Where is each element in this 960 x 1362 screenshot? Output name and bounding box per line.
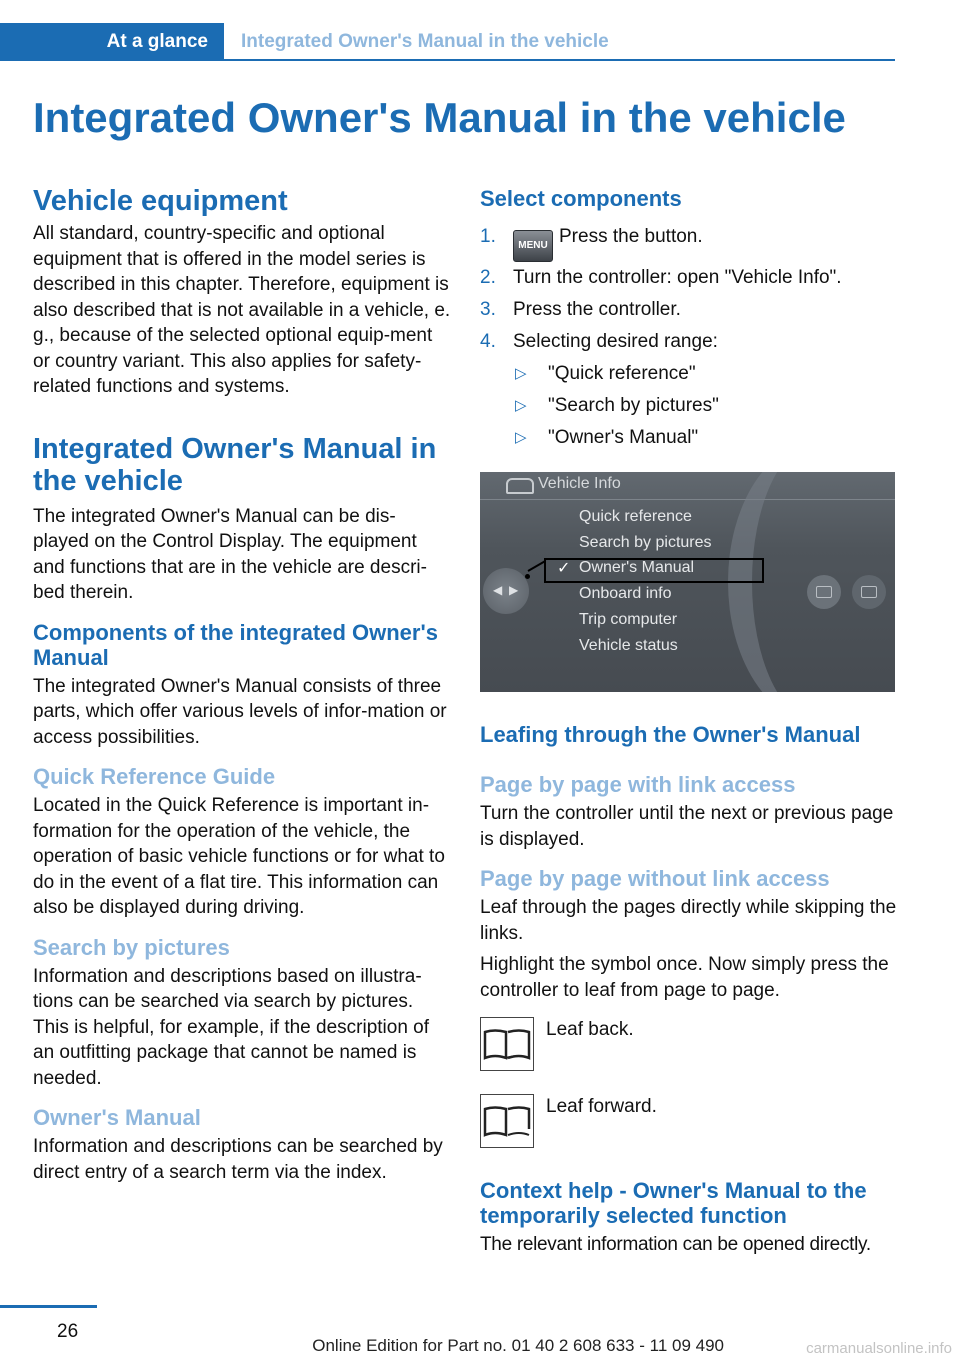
page-number: 26: [57, 1321, 79, 1342]
step-item: [480, 221, 898, 262]
vehicle-equipment-heading: Vehicle equipment: [33, 185, 288, 217]
step-number: 3.: [480, 299, 496, 320]
leaf-forward-icon: [480, 1094, 534, 1148]
triangle-bullet-icon: ▷: [515, 365, 527, 382]
leaf-back-icon: [480, 1017, 534, 1071]
screen-menu-item: Owner's Manual: [579, 559, 695, 576]
leader-dot: [525, 574, 530, 579]
edition-note: Online Edition for Part no. 01 40 2 608 633 - 11 09 490: [312, 1336, 724, 1355]
footer-rule: [0, 1305, 97, 1308]
controller-icon: ◀ ▶: [483, 568, 529, 614]
range-item: ▷ "Search by pictures": [515, 390, 898, 422]
owners-manual-heading: Owner's Manual: [33, 1105, 201, 1130]
screen-title: Vehicle Info: [538, 475, 621, 492]
quick-reference-heading: Quick Reference Guide: [33, 764, 276, 789]
car-icon: [506, 478, 534, 494]
selection-highlight: [544, 558, 764, 583]
leaf-forward-label: Leaf forward.: [546, 1096, 657, 1117]
search-pictures-heading: Search by pictures: [33, 934, 230, 960]
step-number: 1.: [480, 226, 496, 247]
range-item: ▷ "Owner's Manual": [515, 422, 898, 454]
step-text: Press the controller.: [513, 299, 681, 320]
step-item: [480, 326, 898, 358]
step-text: Turn the controller: open "Vehicle Info".: [513, 267, 842, 288]
step-text: Selecting desired range:: [513, 331, 718, 352]
leaf-back-row: [480, 1017, 898, 1077]
screen-menu-item: Trip computer: [579, 611, 678, 628]
range-item: ▷ "Quick reference": [515, 358, 898, 390]
right-column: [480, 180, 898, 1258]
display-button-icon: [852, 575, 886, 609]
screen-menu-item: Quick reference: [579, 508, 692, 525]
integrated-text: The integrated Owner's Manual can be dis-played on the Control Display. The equipment and functions that are in the vehicle are descri-bed therein.: [33, 505, 427, 603]
leaf-forward-row: [480, 1094, 898, 1154]
vehicle-equipment-text: All standard, country-specific and optional equipment that is offered in the model series is described in this chapter. Therefore, equipment is also described that is not available in a vehicle, e. g., because of the selected optional equip-ment or country variant. This also applies for safety-related functions and systems.: [33, 223, 451, 397]
info-button-icon: [807, 575, 841, 609]
screen-menu-item: Search by pictures: [579, 534, 712, 551]
context-help-text: The relevant information can be opened directly.: [480, 1234, 871, 1255]
select-components-heading: Select components: [480, 186, 682, 211]
search-pictures-text: Information and descriptions based on illustra-tions can be searched via search by pictures. This is helpful, for example, if the description of an outfitting package that cannot be named is needed.: [33, 965, 430, 1089]
step-number: 2.: [480, 267, 496, 288]
step-item: [480, 294, 898, 326]
watermark: carmanualsonline.info: [806, 1340, 952, 1357]
leafing-heading: Leafing through the Owner's Manual: [480, 722, 861, 747]
checkmark-icon: ✓: [557, 560, 571, 577]
control-display-screenshot: [480, 472, 895, 692]
with-link-heading: Page by page with link access: [480, 772, 796, 797]
components-heading: Components of the integrated Owner's Manual: [33, 619, 438, 670]
integrated-heading: Integrated Owner's Manual in the vehicle: [33, 432, 437, 497]
context-help-heading: Context help - Owner's Manual to the temporarily selected function: [480, 1178, 867, 1228]
with-link-text: Turn the controller until the next or previous page is displayed.: [480, 803, 894, 850]
triangle-bullet-icon: ▷: [515, 429, 527, 446]
screen-menu-item: Onboard info: [579, 585, 672, 602]
highlight-text: Highlight the symbol once. Now simply press the controller to leaf from page to page.: [480, 954, 889, 1001]
triangle-bullet-icon: ▷: [515, 397, 527, 414]
quick-reference-text: Located in the Quick Reference is important in-formation for the operation of the vehicle, the operation of basic vehicle functions or for what to do in the event of a flat tire. This information can also be displayed during driving.: [33, 795, 445, 918]
step-text: Press the button.: [559, 226, 703, 247]
section-tab: At a glance: [0, 23, 224, 61]
range-list: [480, 358, 898, 454]
without-link-heading: Page by page without link access: [480, 866, 830, 891]
step-item: [480, 262, 898, 294]
running-header: [0, 23, 895, 61]
left-column: [33, 180, 451, 1185]
header-rule: [224, 59, 895, 61]
screen-menu-item: Vehicle status: [579, 637, 678, 654]
without-link-text: Leaf through the pages directly while skipping the links.: [480, 897, 897, 944]
owners-manual-text: Information and descriptions can be searched by direct entry of a search term via the index.: [33, 1136, 443, 1183]
chapter-title: Integrated Owner's Manual in the vehicle: [241, 31, 609, 52]
menu-button-icon: MENU: [513, 230, 553, 262]
page-title: Integrated Owner's Manual in the vehicle: [33, 94, 846, 141]
step-list: [480, 221, 898, 358]
components-text: The integrated Owner's Manual consists of three parts, which offer various levels of infor-mation or access possibilities.: [33, 675, 447, 748]
leaf-back-label: Leaf back.: [546, 1019, 634, 1040]
step-number: 4.: [480, 331, 496, 352]
